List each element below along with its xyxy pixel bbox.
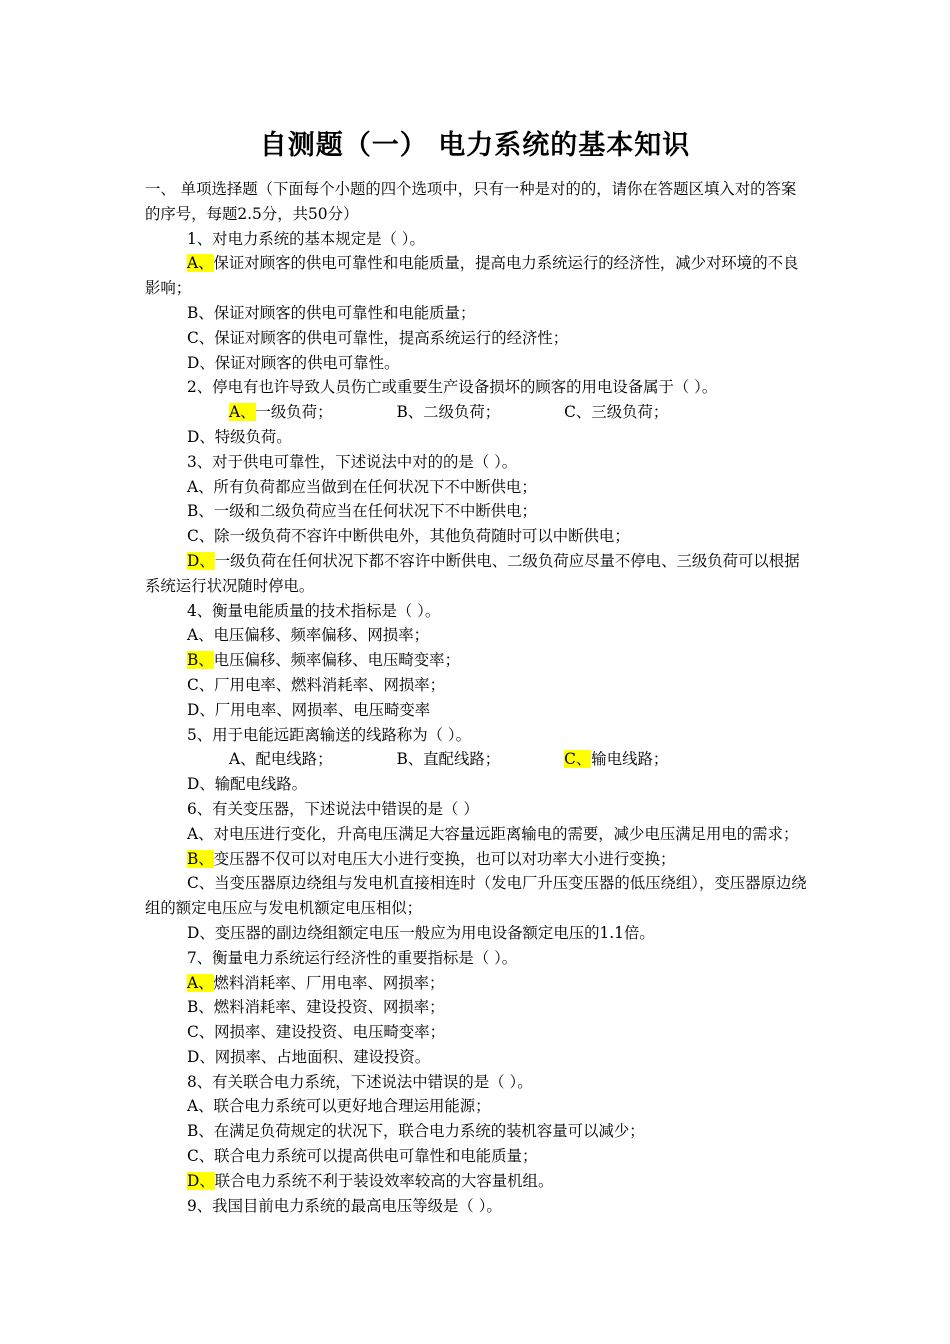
question-7-option-b: B、燃料消耗率、建设投资、网损率；: [187, 998, 445, 1017]
option-text: 保证对顾客的供电可靠性和电能质量，提高电力系统运行的经济性，减少对环境的不良影响；: [145, 254, 799, 298]
question-8-option-d: [145, 1169, 808, 1194]
question-3-option-d: [145, 549, 808, 599]
question-2-option-c: C、三级负荷；: [564, 403, 669, 422]
question-1-stem: 1、对电力系统的基本规定是（ ）。: [187, 229, 425, 248]
question-3-stem: 3、对于供电可靠性，下述说法中对的的是（ ）。: [187, 452, 518, 471]
question-1-option-a: [145, 251, 808, 301]
question-7-option-d: D、网损率、占地面积、建设投资。: [187, 1047, 431, 1066]
question-5-option-a: A、配电线路；: [229, 750, 333, 769]
question-3-option-a: A、所有负荷都应当做到在任何状况下不中断供电；: [187, 477, 537, 496]
option-text: 输电线路；: [591, 750, 669, 769]
document-body: [145, 177, 808, 1218]
question-9-stem: 9、我国目前电力系统的最高电压等级是（ ）。: [187, 1196, 502, 1215]
answer-highlight: A、: [229, 403, 256, 422]
question-1-option-b: B、保证对顾客的供电可靠性和电能质量；: [187, 303, 476, 322]
question-7-option-a: [145, 971, 808, 996]
question-8-option-a: A、联合电力系统可以更好地合理运用能源；: [187, 1097, 491, 1116]
option-text: 一级负荷在任何状况下都不容许中断供电、二级负荷应尽量不停电、三级负荷可以根据系统运行状况随时停电。: [145, 551, 800, 595]
option-text: 电压偏移、频率偏移、电压畸变率；: [213, 651, 460, 670]
question-5-option-c: [522, 747, 668, 772]
question-6-option-c: C、当变压器原边绕组与发电机直接相连时（发电厂升压变压器的低压绕组），变压器原边绕组的额定电压应与发电机额定电压相似；: [145, 874, 807, 918]
answer-highlight: B、: [187, 651, 214, 670]
question-4-stem: 4、衡量电能质量的技术指标是（ ）。: [187, 601, 441, 620]
question-2-option-d: D、特级负荷。: [187, 427, 292, 446]
question-4-option-b: [145, 648, 808, 673]
question-5-option-b: B、直配线路；: [396, 750, 501, 769]
question-5-option-d: D、输配电线路。: [187, 775, 308, 794]
answer-highlight: D、: [187, 1171, 215, 1190]
answer-highlight: A、: [187, 973, 214, 992]
answer-highlight: D、: [187, 551, 215, 570]
question-2-option-a: [187, 400, 332, 425]
option-text: 一级负荷；: [255, 403, 333, 422]
question-6-option-b: [145, 847, 808, 872]
section-heading: 一、 单项选择题（下面每个小题的四个选项中，只有一种是对的的，请你在答题区填入对的答案的序号，每题2.5分，共50分）: [145, 180, 797, 223]
question-3-option-c: C、除一级负荷不容许中断供电外，其他负荷随时可以中断供电；: [187, 527, 630, 546]
document-title: 自测题（一） 电力系统的基本知识: [259, 130, 691, 161]
option-text: 变压器不仅可以对电压大小进行变换，也可以对功率大小进行变换；: [213, 849, 676, 868]
answer-highlight: B、: [187, 849, 214, 868]
option-text: 联合电力系统不利于装设效率较高的大容量机组。: [214, 1171, 554, 1190]
question-4-option-a: A、电压偏移、频率偏移、网损率；: [187, 626, 429, 645]
answer-highlight: C、: [564, 750, 592, 769]
question-5-stem: 5、用于电能远距离输送的线路称为（ ）。: [187, 725, 472, 744]
question-6-option-d: D、变压器的副边绕组额定电压一般应为用电设备额定电压的1.1倍。: [187, 923, 655, 942]
question-5-options: [145, 747, 808, 797]
question-4-option-d: D、厂用电率、网损率、电压畸变率: [187, 700, 431, 719]
question-1-option-d: D、保证对顾客的供电可靠性。: [187, 353, 400, 372]
option-text: 燃料消耗率、厂用电率、网损率；: [213, 973, 445, 992]
question-4-option-c: C、厂用电率、燃料消耗率、网损率；: [187, 675, 446, 694]
question-6-stem: 6、有关变压器，下述说法中错误的是（ ）: [187, 799, 479, 818]
question-2-option-b: B、二级负荷；: [396, 403, 501, 422]
question-2-options: [145, 400, 808, 450]
question-7-option-c: C、网损率、建设投资、电压畸变率；: [187, 1023, 446, 1042]
question-3-option-b: B、一级和二级负荷应当在任何状况下不中断供电；: [187, 502, 537, 521]
answer-highlight: A、: [187, 254, 214, 273]
question-8-stem: 8、有关联合电力系统，下述说法中错误的是（ ）。: [187, 1072, 533, 1091]
question-8-option-b: B、在满足负荷规定的状况下，联合电力系统的装机容量可以减少；: [187, 1122, 645, 1141]
question-1-option-c: C、保证对顾客的供电可靠性，提高系统运行的经济性；: [187, 328, 569, 347]
question-7-stem: 7、衡量电力系统运行经济性的重要指标是（ ）。: [187, 948, 518, 967]
question-2-stem: 2、停电有也许导致人员伤亡或重要生产设备损坏的顾客的用电设备属于（ ）。: [187, 378, 718, 397]
question-8-option-c: C、联合电力系统可以提高供电可靠性和电能质量；: [187, 1147, 538, 1166]
question-6-option-a: A、对电压进行变化，升高电压满足大容量远距离输电的需要，减少电压满足用电的需求；: [187, 824, 799, 843]
